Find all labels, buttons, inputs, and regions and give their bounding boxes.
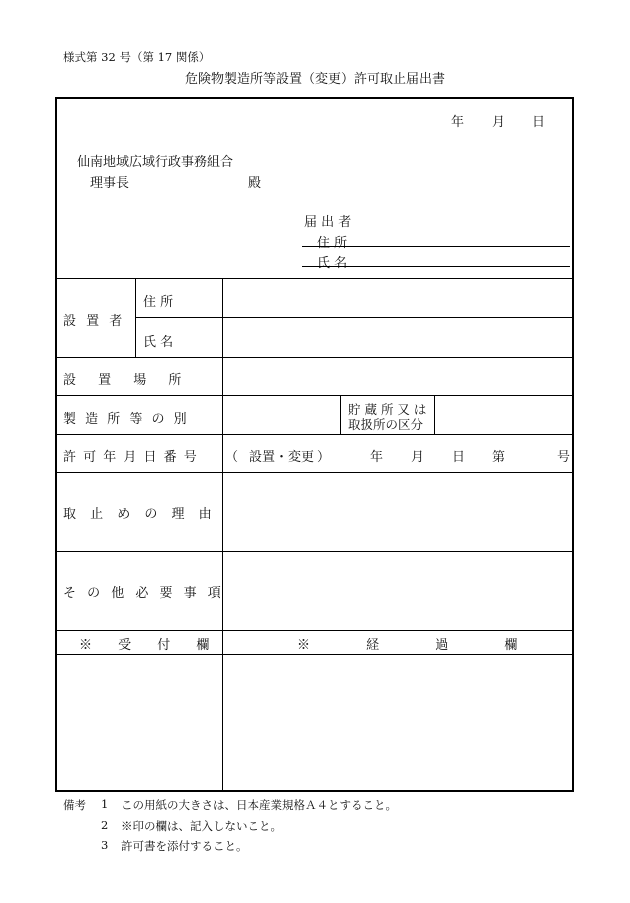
addressee-position: 理事長	[90, 176, 130, 191]
notifier-address-label: 住 所	[317, 236, 348, 251]
permit-dai: 第	[492, 450, 506, 465]
notifier-name-line	[302, 266, 570, 267]
permit-info-label: 許 可 年 月 日 番 号	[63, 450, 197, 465]
other-label: そ の 他 必 要 事 項	[63, 586, 221, 601]
permit-kind: 設置・変更	[249, 450, 315, 465]
document-title: 危険物製造所等設置（変更）許可取止届出書	[184, 72, 445, 87]
date-month: 月	[492, 115, 506, 130]
row-divider	[57, 472, 572, 473]
notes-label: 備考	[63, 798, 86, 812]
col-divider	[222, 278, 223, 792]
row-divider	[57, 630, 572, 631]
note-number: 2	[101, 818, 109, 832]
notifier-address-line	[302, 246, 570, 247]
row-divider	[57, 434, 572, 435]
permit-month: 月	[411, 450, 425, 465]
facility-type-label: 製 造 所 等 の 別	[63, 412, 187, 427]
form-number: 様式第 32 号（第 17 関係）	[63, 50, 211, 64]
note-text: この用紙の大きさは、日本産業規格Ａ４とすること。	[121, 798, 397, 812]
notifier-heading: 届 出 者	[304, 215, 352, 230]
permit-year: 年	[370, 450, 384, 465]
permit-paren-close: ）	[317, 450, 331, 465]
location-label: 設 置 場 所	[63, 373, 182, 388]
date-year: 年	[451, 115, 465, 130]
installer-name-label: 氏 名	[143, 335, 174, 350]
row-divider	[57, 654, 572, 655]
row-divider	[57, 395, 572, 396]
addressee-organization: 仙南地域広域行政事務組合	[77, 155, 234, 170]
installer-address-label: 住 所	[143, 295, 174, 310]
note-number: 1	[101, 797, 109, 811]
row-divider	[57, 357, 572, 358]
storage-type-label-2: 取扱所の区分	[348, 417, 424, 432]
form-table	[55, 97, 574, 792]
permit-go: 号	[557, 450, 571, 465]
reason-label: 取 止 め の 理 由	[63, 507, 212, 522]
row-divider	[135, 317, 572, 318]
permit-paren-open: （	[225, 450, 239, 465]
note-text: 許可書を添付すること。	[121, 839, 248, 853]
installer-label: 設 置 者	[63, 314, 123, 329]
reception-header: ※ 受 付 欄	[79, 638, 210, 653]
progress-header: ※ 経 過 欄	[297, 638, 518, 653]
row-divider	[57, 551, 572, 552]
col-divider	[340, 395, 341, 434]
addressee-honorific: 殿	[248, 176, 262, 191]
permit-day: 日	[452, 450, 466, 465]
note-number: 3	[101, 838, 109, 852]
storage-type-label-1: 貯 蔵 所 又 は	[348, 402, 427, 417]
col-divider	[135, 278, 136, 357]
notifier-name-label: 氏 名	[317, 256, 348, 271]
note-text: ※印の欄は、記入しないこと。	[121, 819, 282, 833]
date-day: 日	[532, 115, 546, 130]
col-divider	[434, 395, 435, 434]
